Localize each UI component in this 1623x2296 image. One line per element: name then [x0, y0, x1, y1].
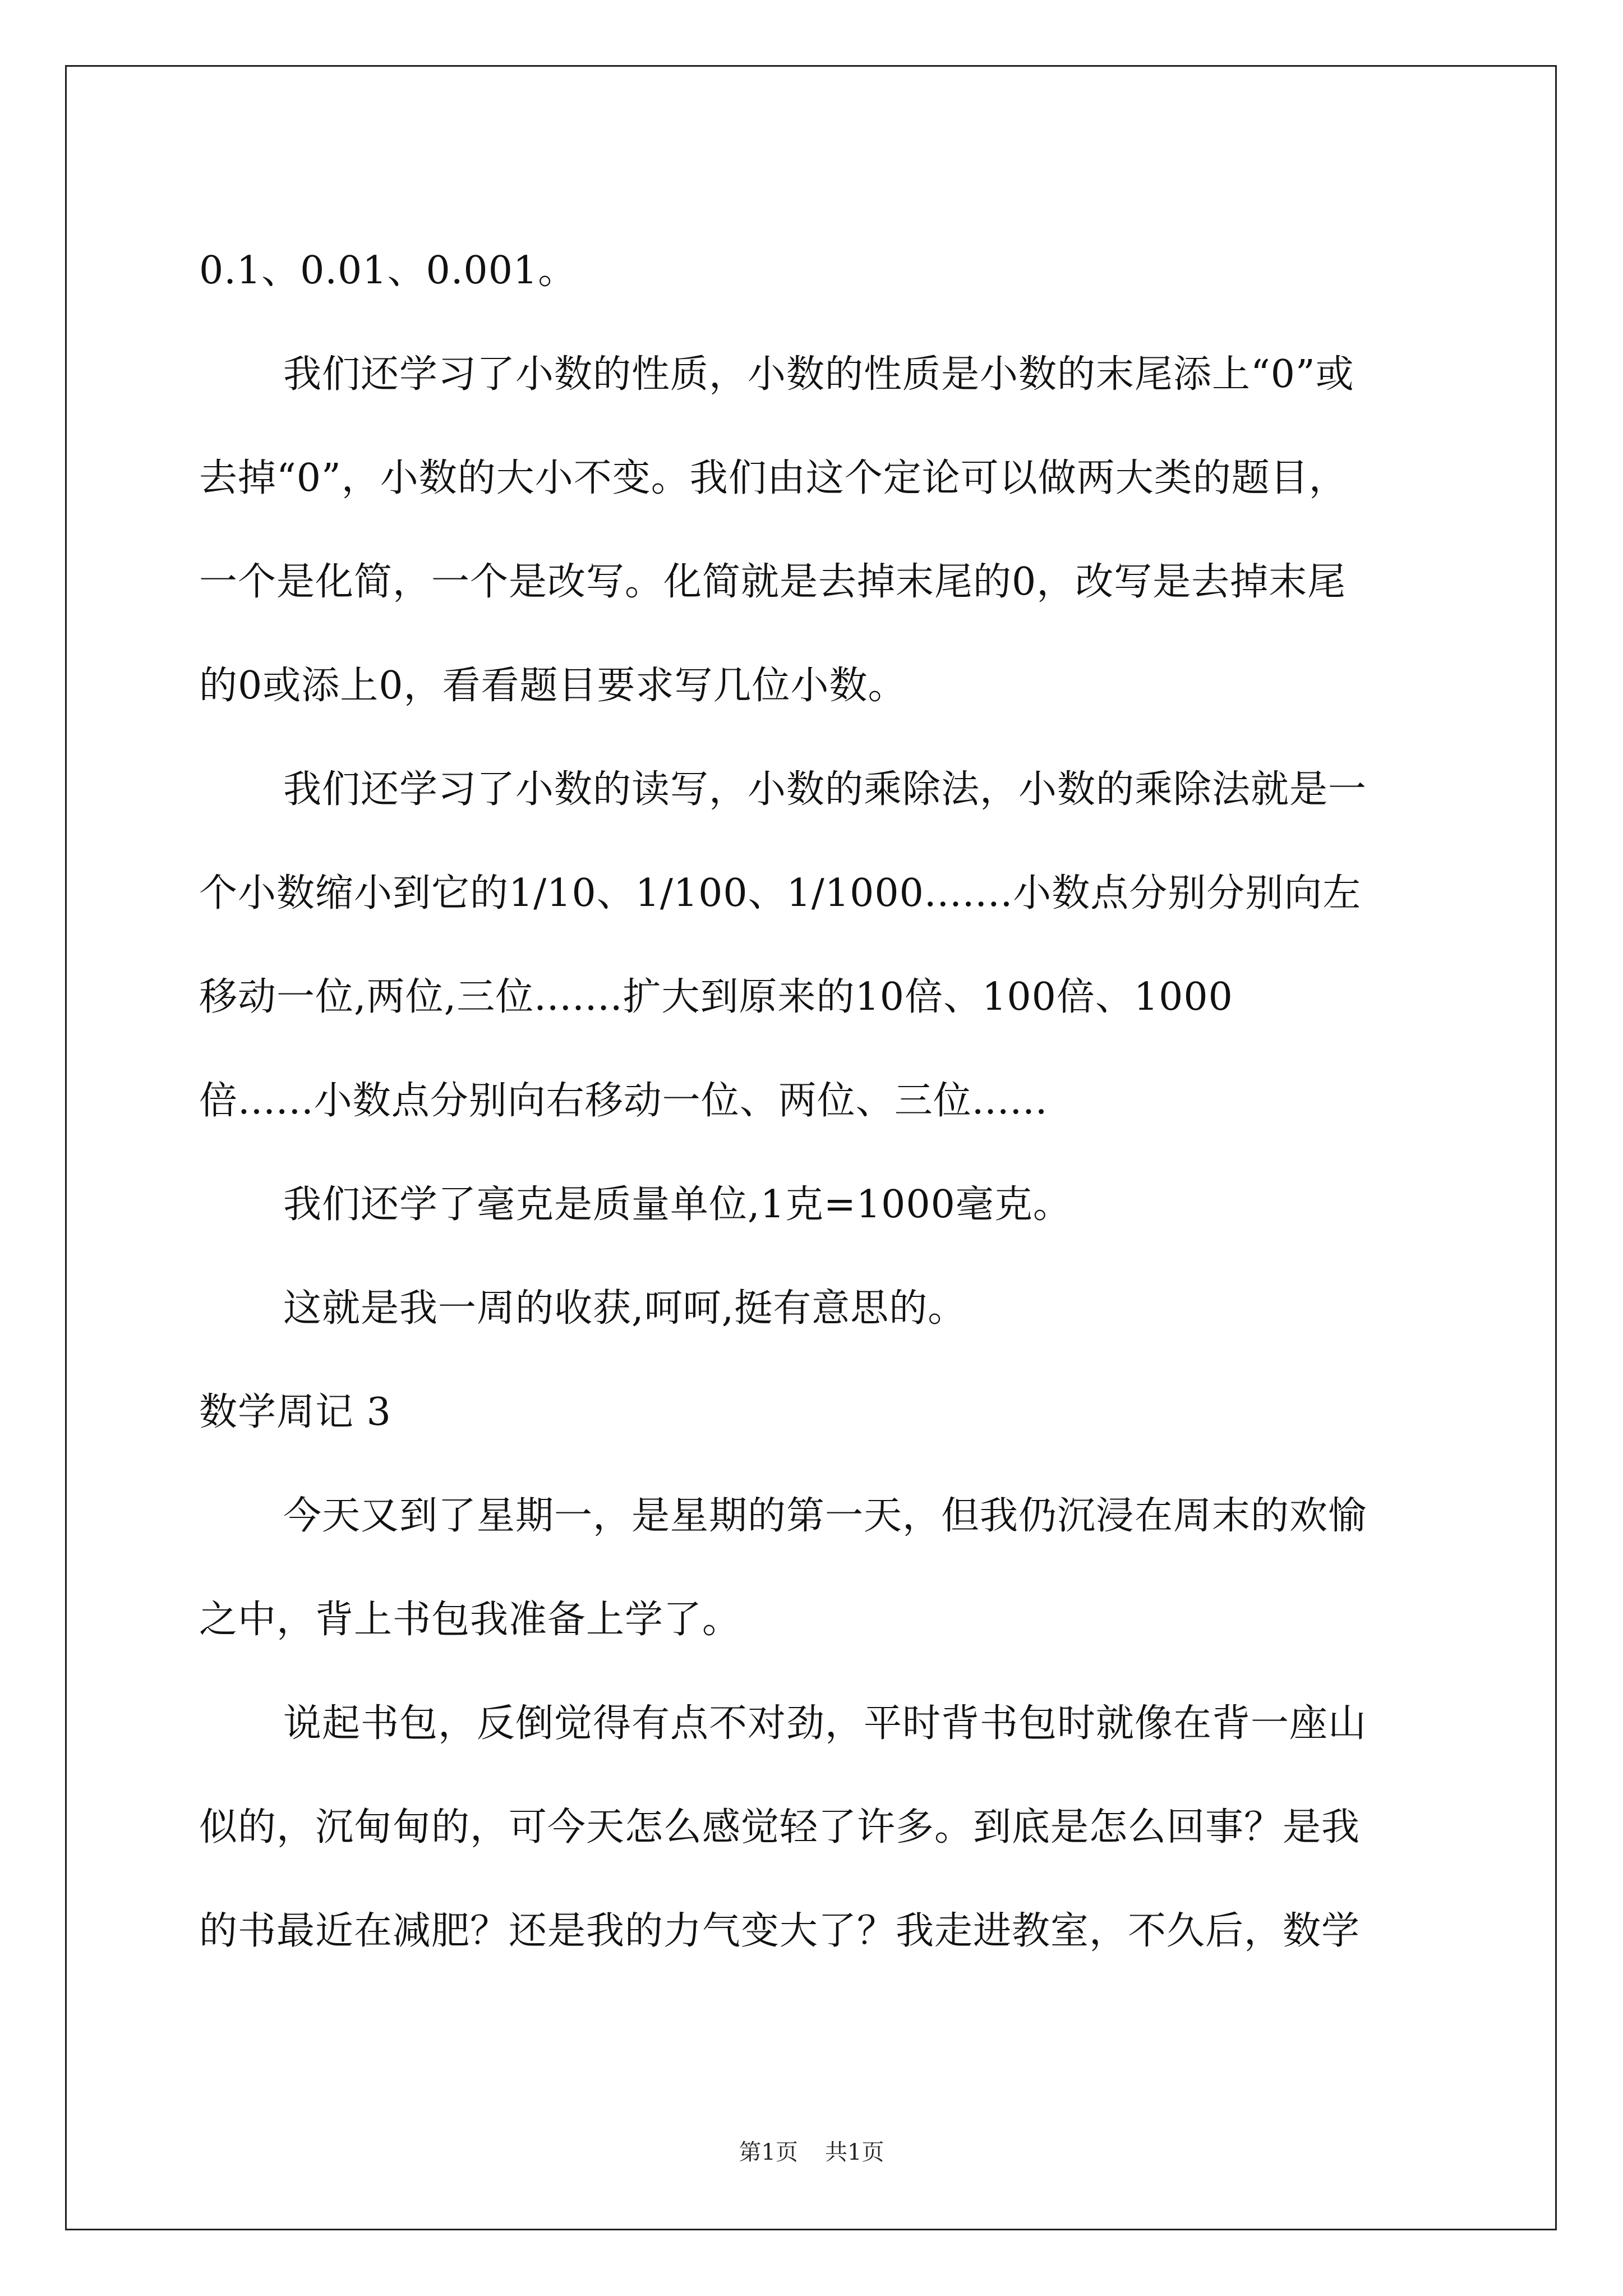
document-body: [199, 219, 1433, 1983]
page-number: 第1页: [739, 2139, 798, 2165]
text-line: 一个是化简，一个是改写。化简就是去掉末尾的0，改写是去掉末尾: [199, 560, 1347, 604]
text-line: 的0或添上0，看看题目要求写几位小数。: [199, 664, 907, 708]
text-line: 似的，沉甸甸的，可今天怎么感觉轻了许多。到底是怎么回事？是我: [199, 1805, 1361, 1849]
text-line: 之中，背上书包我准备上学了。: [199, 1598, 741, 1642]
page-total: 共1页: [825, 2139, 884, 2165]
text-line: 的书最近在减肥？还是我的力气变大了？我走进教室，不久后，数学: [199, 1909, 1361, 1953]
text-line: 我们还学习了小数的读写，小数的乘除法，小数的乘除法就是一: [283, 767, 1367, 812]
text-line: 个小数缩小到它的1/10、1/100、1/1000.......小数点分别分别向左: [199, 871, 1362, 915]
text-line: 移动一位,两位,三位.......扩大到原来的10倍、100倍、1000: [199, 975, 1233, 1019]
text-line: 这就是我一周的收获,呵呵,挺有意思的。: [283, 1286, 967, 1331]
section-heading: 数学周记 3: [199, 1390, 391, 1434]
text-line: 去掉“0”，小数的大小不变。我们由这个定论可以做两大类的题目，: [199, 456, 1348, 500]
text-line: 今天又到了星期一，是星期的第一天，但我仍沉浸在周末的欢愉: [283, 1494, 1367, 1538]
text-line: 0.1、0.01、0.001。: [199, 249, 577, 293]
text-line: 倍......小数点分别向右移动一位、两位、三位......: [199, 1079, 1048, 1123]
page-footer: [0, 2134, 1623, 2166]
text-line: 我们还学习了小数的性质，小数的性质是小数的末尾添上“0”或: [283, 352, 1354, 397]
text-line: 说起书包，反倒觉得有点不对劲，平时背书包时就像在背一座山: [283, 1701, 1367, 1746]
text-line: 我们还学了毫克是质量单位,1克=1000毫克。: [283, 1182, 1072, 1227]
